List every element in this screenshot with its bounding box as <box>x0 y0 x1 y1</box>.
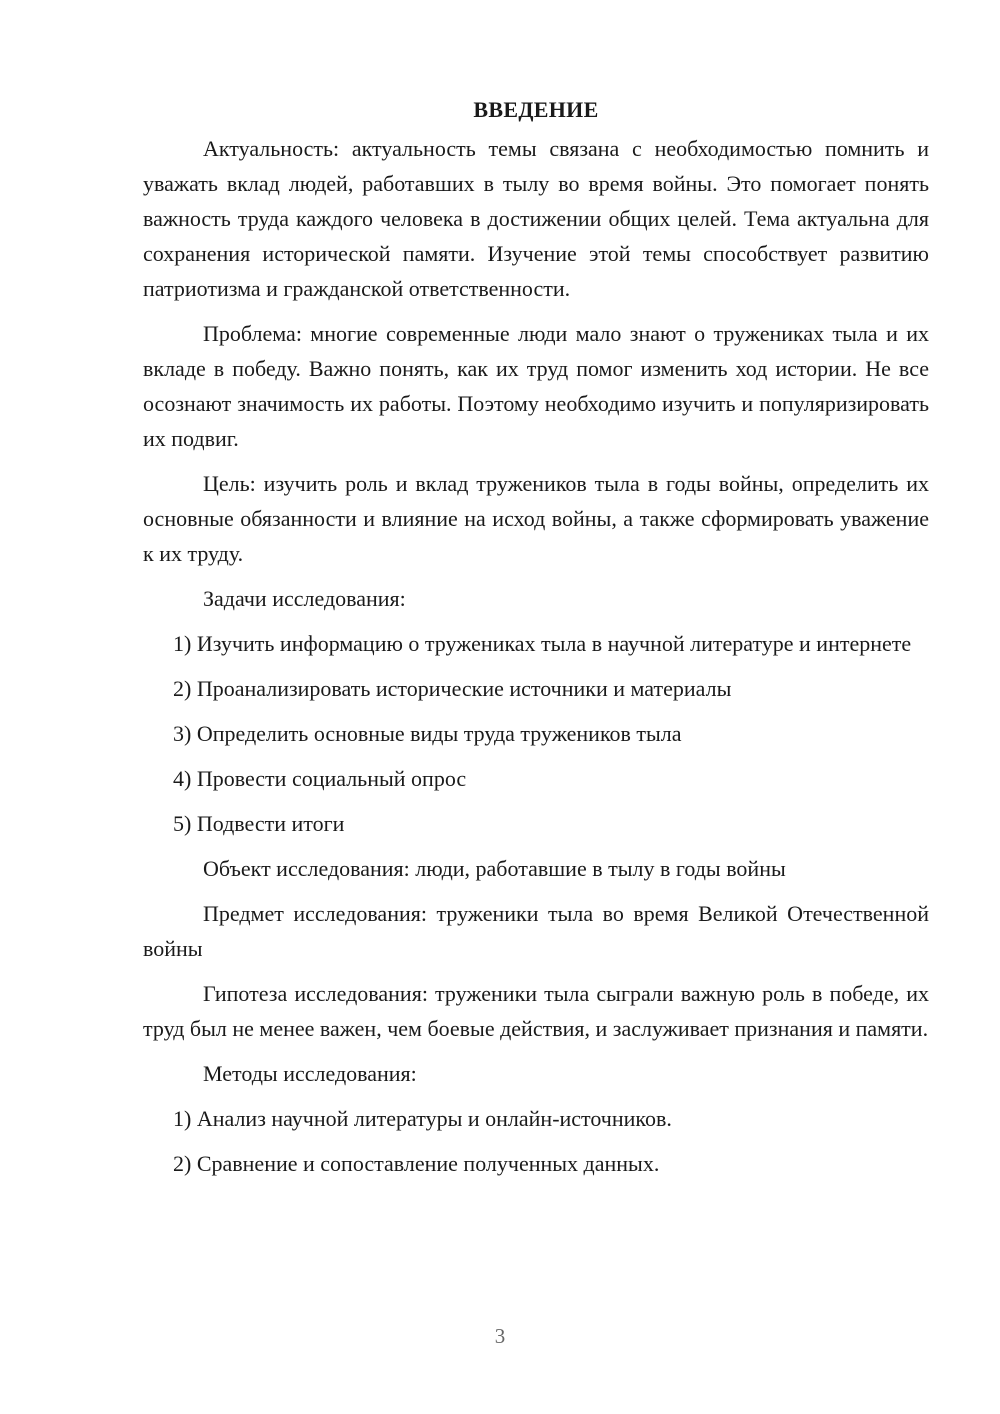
method-item-2: 2) Сравнение и сопоставление полученных данных. <box>173 1151 660 1176</box>
task-item-3: 3) Определить основные виды труда тружеников тыла <box>173 721 682 746</box>
relevance-paragraph: Актуальность: актуальность темы связана с необходимостью помнить и уважать вклад людей, работавших в тылу во время войны. Это помогает понять важность труда каждого человека в достижении общих целей. Тема актуальна для сохранения исторической памяти. Изучение этой темы способствует развитию патриотизма и гражданской ответственности. <box>143 136 929 301</box>
page-title: ВВЕДЕНИЕ <box>473 97 599 122</box>
object-paragraph: Объект исследования: люди, работавшие в тылу в годы войны <box>203 856 786 881</box>
task-item-5: 5) Подвести итоги <box>173 811 345 836</box>
tasks-heading: Задачи исследования: <box>203 586 406 611</box>
document-page <box>143 92 929 1191</box>
subject-paragraph: Предмет исследования: труженики тыла во время Великой Отечественной войны <box>143 901 929 961</box>
page-number: 3 <box>494 1324 506 1348</box>
problem-paragraph: Проблема: многие современные люди мало знают о тружениках тыла и их вкладе в победу. Важно понять, как их труд помог изменить ход истории. Не все осознают значимость их работы. Поэтому необходимо изучить и популяризировать их подвиг. <box>143 321 929 451</box>
task-item-2: 2) Проанализировать исторические источники и материалы <box>173 676 732 701</box>
goal-paragraph: Цель: изучить роль и вклад тружеников тыла в годы войны, определить их основные обязанности и влияние на исход войны, а также сформировать уважение к их труду. <box>143 471 929 566</box>
task-item-1: 1) Изучить информацию о тружениках тыла в научной литературе и интернете <box>173 631 912 656</box>
hypothesis-paragraph: Гипотеза исследования: труженики тыла сыграли важную роль в победе, их труд был не менее важен, чем боевые действия, и заслуживает признания и памяти. <box>143 981 929 1041</box>
method-item-1: 1) Анализ научной литературы и онлайн-источников. <box>173 1106 672 1131</box>
task-item-4: 4) Провести социальный опрос <box>173 766 467 791</box>
methods-heading: Методы исследования: <box>203 1061 417 1086</box>
